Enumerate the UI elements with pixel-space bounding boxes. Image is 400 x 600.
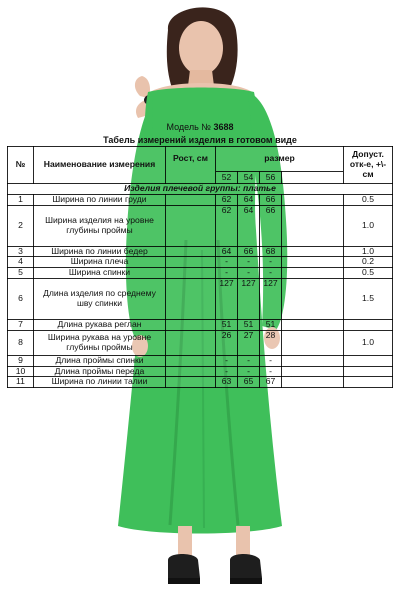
group-label: Изделия плечевой группы: платье bbox=[8, 184, 393, 195]
row-name: Ширина спинки bbox=[34, 268, 166, 279]
row-value-56: 51 bbox=[260, 319, 282, 330]
row-name: Ширина рукава на уровне глубины проймы bbox=[34, 330, 166, 355]
row-name: Ширина изделия на уровне глубины проймы bbox=[34, 205, 166, 246]
table-title: Табель измерений изделия в готовом виде bbox=[103, 135, 297, 145]
row-value-56: 66 bbox=[260, 205, 282, 246]
row-number: 5 bbox=[8, 268, 34, 279]
row-number: 2 bbox=[8, 205, 34, 246]
row-extra bbox=[282, 377, 344, 388]
row-value-54: - bbox=[238, 366, 260, 377]
row-height bbox=[166, 319, 216, 330]
row-value-56: - bbox=[260, 366, 282, 377]
size-54: 54 bbox=[238, 172, 260, 184]
row-value-56: 127 bbox=[260, 278, 282, 319]
row-extra bbox=[282, 330, 344, 355]
row-value-52: 127 bbox=[216, 278, 238, 319]
table-row bbox=[8, 330, 393, 355]
row-name: Ширина по линии бедер bbox=[34, 246, 166, 257]
row-extra bbox=[282, 246, 344, 257]
row-value-54: - bbox=[238, 268, 260, 279]
row-value-52: 62 bbox=[216, 194, 238, 205]
row-extra bbox=[282, 194, 344, 205]
row-tolerance bbox=[344, 355, 393, 366]
row-tolerance bbox=[344, 366, 393, 377]
row-tolerance bbox=[344, 377, 393, 388]
row-name: Длина изделия по среднему шву спинки bbox=[34, 278, 166, 319]
col-size-header: размер bbox=[216, 147, 344, 172]
group-row bbox=[8, 184, 393, 195]
row-height bbox=[166, 330, 216, 355]
col-name-header: Наименование измерения bbox=[34, 147, 166, 184]
row-number: 9 bbox=[8, 355, 34, 366]
row-value-56: 68 bbox=[260, 246, 282, 257]
measurement-table bbox=[7, 146, 393, 388]
row-extra bbox=[282, 355, 344, 366]
row-number: 7 bbox=[8, 319, 34, 330]
row-height bbox=[166, 194, 216, 205]
row-tolerance bbox=[344, 319, 393, 330]
row-extra bbox=[282, 278, 344, 319]
row-height bbox=[166, 205, 216, 246]
size-52: 52 bbox=[216, 172, 238, 184]
row-height bbox=[166, 268, 216, 279]
table-row bbox=[8, 377, 393, 388]
row-value-54: 27 bbox=[238, 330, 260, 355]
row-value-52: 64 bbox=[216, 246, 238, 257]
row-height bbox=[166, 377, 216, 388]
row-name: Ширина по линии груди bbox=[34, 194, 166, 205]
row-tolerance: 0.5 bbox=[344, 268, 393, 279]
row-height bbox=[166, 366, 216, 377]
height-empty-cell bbox=[166, 172, 216, 184]
row-tolerance: 1.5 bbox=[344, 278, 393, 319]
row-value-54: 65 bbox=[238, 377, 260, 388]
row-tolerance: 1.0 bbox=[344, 330, 393, 355]
row-name: Длина проймы спинки bbox=[34, 355, 166, 366]
row-value-52: 62 bbox=[216, 205, 238, 246]
size-56: 56 bbox=[260, 172, 282, 184]
size-extra-empty bbox=[282, 172, 344, 184]
row-tolerance: 1.0 bbox=[344, 246, 393, 257]
row-name: Длина рукава реглан bbox=[34, 319, 166, 330]
row-value-52: - bbox=[216, 268, 238, 279]
row-value-56: 28 bbox=[260, 330, 282, 355]
row-value-56: 66 bbox=[260, 194, 282, 205]
row-value-54: 66 bbox=[238, 246, 260, 257]
row-number: 6 bbox=[8, 278, 34, 319]
table-row bbox=[8, 278, 393, 319]
table-row bbox=[8, 355, 393, 366]
row-extra bbox=[282, 268, 344, 279]
row-value-54: 127 bbox=[238, 278, 260, 319]
row-value-52: - bbox=[216, 257, 238, 268]
row-value-52: - bbox=[216, 355, 238, 366]
row-name: Длина проймы переда bbox=[34, 366, 166, 377]
row-tolerance: 0.5 bbox=[344, 194, 393, 205]
row-number: 4 bbox=[8, 257, 34, 268]
row-name: Ширина по линии талии bbox=[34, 377, 166, 388]
row-extra bbox=[282, 257, 344, 268]
row-value-56: - bbox=[260, 257, 282, 268]
row-value-54: 64 bbox=[238, 194, 260, 205]
row-value-52: 51 bbox=[216, 319, 238, 330]
table-row bbox=[8, 319, 393, 330]
row-name: Ширина плеча bbox=[34, 257, 166, 268]
row-value-54: 51 bbox=[238, 319, 260, 330]
row-value-56: - bbox=[260, 355, 282, 366]
row-extra bbox=[282, 205, 344, 246]
row-number: 1 bbox=[8, 194, 34, 205]
header-row bbox=[8, 147, 393, 172]
table-row bbox=[8, 205, 393, 246]
col-number-header: № bbox=[8, 147, 34, 184]
row-height bbox=[166, 246, 216, 257]
row-tolerance: 1.0 bbox=[344, 205, 393, 246]
table-row bbox=[8, 268, 393, 279]
row-extra bbox=[282, 319, 344, 330]
row-height bbox=[166, 278, 216, 319]
row-number: 8 bbox=[8, 330, 34, 355]
row-number: 11 bbox=[8, 377, 34, 388]
row-height bbox=[166, 257, 216, 268]
model-prefix: Модель № bbox=[166, 122, 214, 132]
row-value-52: - bbox=[216, 366, 238, 377]
row-number: 10 bbox=[8, 366, 34, 377]
row-value-54: - bbox=[238, 257, 260, 268]
row-number: 3 bbox=[8, 246, 34, 257]
row-tolerance: 0.2 bbox=[344, 257, 393, 268]
col-height-header: Рост, см bbox=[166, 147, 216, 172]
row-value-54: 64 bbox=[238, 205, 260, 246]
row-value-56: 67 bbox=[260, 377, 282, 388]
table-row bbox=[8, 246, 393, 257]
row-height bbox=[166, 355, 216, 366]
table-row bbox=[8, 366, 393, 377]
col-tolerance-header: Допуст. отк-е, +\-см bbox=[344, 147, 393, 184]
row-value-54: - bbox=[238, 355, 260, 366]
table-row bbox=[8, 257, 393, 268]
model-number: 3688 bbox=[213, 122, 234, 132]
model-line bbox=[0, 122, 400, 133]
table-row bbox=[8, 194, 393, 205]
row-value-52: 63 bbox=[216, 377, 238, 388]
row-extra bbox=[282, 366, 344, 377]
row-value-56: - bbox=[260, 268, 282, 279]
row-value-52: 26 bbox=[216, 330, 238, 355]
